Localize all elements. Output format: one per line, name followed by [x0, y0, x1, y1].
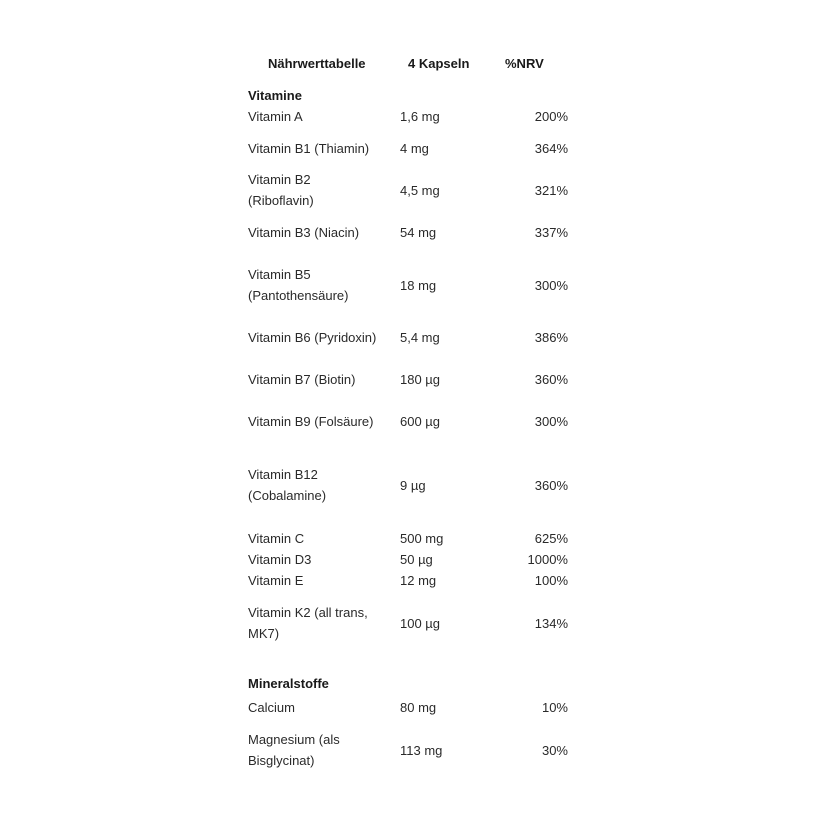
nutrient-name: Vitamin A: [248, 109, 303, 124]
nutrient-nrv: 300%: [534, 277, 568, 293]
nutrient-amount: 12 mg: [400, 573, 437, 588]
nutrient-amount: 18 mg: [400, 277, 437, 293]
nutrient-amount: 4 mg: [400, 141, 429, 156]
nutrient-amount: 100 µg: [400, 615, 441, 631]
nutrient-name: Vitamin B9 (Folsäure): [248, 414, 374, 429]
table-row: [248, 222, 568, 243]
nutrient-nrv: 386%: [534, 330, 568, 345]
table-row: [248, 549, 568, 570]
table-row: [248, 264, 568, 306]
nutrient-nrv: 300%: [534, 414, 568, 429]
nutrient-name: Vitamin E: [248, 573, 304, 588]
header-per-4-capsules: 4 Kapseln: [408, 56, 470, 71]
nutrient-amount: 80 mg: [400, 700, 437, 715]
section-mineralstoffe: Mineralstoffe: [248, 676, 329, 691]
nutrient-nrv: 364%: [534, 141, 568, 156]
nutrient-name: Vitamin B2 (Riboflavin): [248, 172, 314, 208]
nutrient-amount: 54 mg: [400, 225, 437, 240]
nutrient-name: Vitamin B6 (Pyridoxin): [248, 330, 377, 345]
nutrient-nrv: 134%: [534, 615, 568, 631]
nutrient-nrv: 360%: [534, 372, 568, 387]
table-row: [248, 169, 568, 211]
nutrient-name: Vitamin K2 (all trans, MK7): [248, 605, 368, 641]
table-row: [248, 411, 568, 432]
table-row: [248, 369, 568, 390]
nutrient-nrv: 1000%: [527, 552, 568, 567]
table-row: [248, 602, 568, 644]
nutrient-name: Vitamin B3 (Niacin): [248, 225, 360, 240]
nutrient-name: Calcium: [248, 700, 295, 715]
nutrient-amount: 600 µg: [400, 414, 441, 429]
nutrient-amount: 4,5 mg: [400, 182, 440, 198]
table-row: [248, 729, 568, 771]
table-row: [248, 528, 568, 549]
table-row: [248, 570, 568, 591]
table-row: [248, 138, 568, 159]
section-vitamine: Vitamine: [248, 88, 302, 103]
nutrient-nrv: 337%: [534, 225, 568, 240]
nutrient-name: Vitamin B7 (Biotin): [248, 372, 356, 387]
nutrient-amount: 1,6 mg: [400, 109, 440, 124]
nutrient-name: Vitamin B1 (Thiamin): [248, 141, 370, 156]
nutrient-nrv: 625%: [534, 531, 568, 546]
table-row: [248, 327, 568, 348]
nutrient-nrv: 360%: [534, 477, 568, 493]
nutrient-nrv: 10%: [541, 700, 568, 715]
nutrient-nrv: 30%: [541, 742, 568, 758]
nutrient-amount: 5,4 mg: [400, 330, 440, 345]
header-nutrition-table: Nährwerttabelle: [268, 56, 366, 71]
nutrient-name: Vitamin B12 (Cobalamine): [248, 467, 327, 503]
nutrient-amount: 180 µg: [400, 372, 441, 387]
nutrient-name: Vitamin D3: [248, 552, 312, 567]
nutrient-nrv: 100%: [534, 573, 568, 588]
nutrient-amount: 500 mg: [400, 531, 444, 546]
table-row: [248, 106, 568, 127]
nutrient-amount: 9 µg: [400, 477, 426, 493]
nutrient-name: Vitamin C: [248, 531, 305, 546]
nutrient-amount: 50 µg: [400, 552, 433, 567]
table-row: [248, 697, 568, 718]
nutrient-name: Magnesium (als Bisglycinat): [248, 732, 340, 768]
nutrient-nrv: 321%: [534, 182, 568, 198]
nutrient-name: Vitamin B5 (Pantothensäure): [248, 267, 349, 303]
nutrient-amount: 113 mg: [400, 742, 443, 758]
header-nrv-percent: %NRV: [505, 56, 544, 71]
table-row: [248, 464, 568, 506]
nutrient-nrv: 200%: [534, 109, 568, 124]
